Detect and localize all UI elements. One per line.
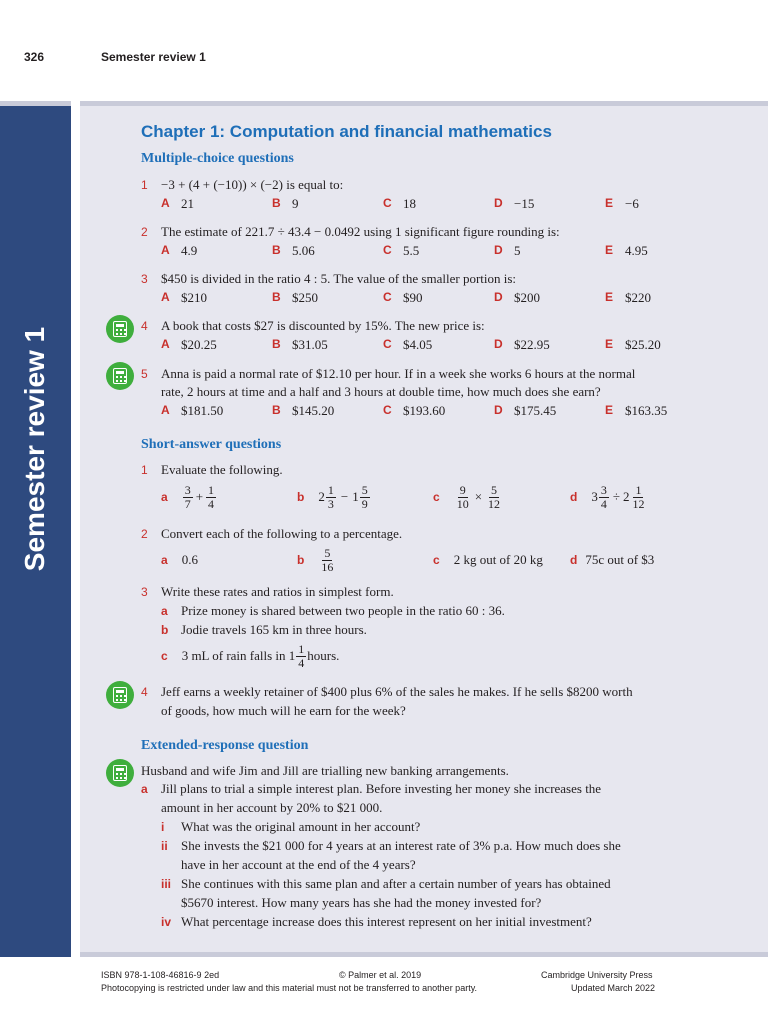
mc-q3-number: 3 xyxy=(141,272,148,286)
page-number: 326 xyxy=(24,50,45,64)
option-letter: D xyxy=(494,243,503,257)
denominator: 3 xyxy=(327,496,334,511)
option-value: 4.95 xyxy=(625,243,648,258)
option-value: 5.5 xyxy=(403,243,420,258)
sa-q2-part-b xyxy=(297,545,336,575)
option-value: 9 xyxy=(292,196,299,211)
part-label: b xyxy=(161,623,169,637)
sa-q4-text-line2: of goods, how much will he earn for the week? xyxy=(161,703,406,718)
numerator: 9 xyxy=(459,482,466,497)
part-text: 0.6 xyxy=(181,552,198,567)
option-letter: D xyxy=(494,403,503,417)
operator: × xyxy=(474,489,483,504)
side-tab-rule xyxy=(0,101,71,106)
option-letter: B xyxy=(272,243,281,257)
option-letter: C xyxy=(383,403,392,417)
option-letter: E xyxy=(605,196,614,210)
sa-q1-text: Evaluate the following. xyxy=(161,462,283,477)
numerator: 1 xyxy=(208,482,215,497)
part-label: d xyxy=(570,490,578,504)
option-letter: A xyxy=(161,337,170,351)
er-part-iv-text: What percentage increase does this interest represent on her initial investment? xyxy=(181,914,592,929)
operator: ÷ xyxy=(612,489,620,504)
sa-q1-part-b xyxy=(297,482,371,512)
sa-q2-part-c xyxy=(433,545,543,575)
calculator-icon xyxy=(106,315,134,343)
option-value: $181.50 xyxy=(181,403,224,418)
denominator: 12 xyxy=(488,496,501,511)
option-value: $20.25 xyxy=(181,337,217,352)
part-label: a xyxy=(141,782,148,796)
mc-q3-options xyxy=(161,290,661,306)
calculator-icon xyxy=(106,362,134,390)
numerator: 1 xyxy=(327,482,334,497)
option-letter: A xyxy=(161,290,170,304)
part-text: 75c out of $3 xyxy=(585,552,655,567)
option-letter: A xyxy=(161,243,170,257)
option-letter: C xyxy=(383,290,392,304)
er-part-a-line1: Jill plans to trial a simple interest plan. Before investing her money she increases the xyxy=(161,781,602,796)
subpart-label: i xyxy=(161,820,165,834)
mc-heading: Multiple-choice questions xyxy=(141,151,294,166)
denominator: 10 xyxy=(456,496,469,511)
option-value: $31.05 xyxy=(292,337,328,352)
mc-q2-options xyxy=(161,243,661,259)
part-label: a xyxy=(161,553,168,567)
sa-q3-part-c xyxy=(161,641,339,671)
option-value: $193.60 xyxy=(403,403,446,418)
option-value: −15 xyxy=(514,196,535,211)
subpart-label: iv xyxy=(161,915,172,929)
mc-q2-text: The estimate of 221.7 ÷ 43.4 − 0.0492 using 1 significant figure rounding is: xyxy=(161,224,560,239)
sa-heading: Short-answer questions xyxy=(141,437,282,452)
footer-copyright: © Palmer et al. 2019 xyxy=(339,970,422,980)
whole-number: 1 xyxy=(352,489,359,504)
option-value: $22.95 xyxy=(514,337,550,352)
option-letter: C xyxy=(383,243,392,257)
option-letter: A xyxy=(161,196,170,210)
option-letter: A xyxy=(161,403,170,417)
panel-bottom-rule xyxy=(80,952,768,957)
part-text: hours. xyxy=(307,648,340,663)
option-value: $90 xyxy=(403,290,423,305)
footer-notice: Photocopying is restricted under law and this material must not be transferred to another party. xyxy=(101,983,478,993)
subpart-label: iii xyxy=(161,877,172,891)
er-part-iii-line2: $5670 interest. How many years has she had the money invested for? xyxy=(181,895,542,910)
sa-q2-part-a xyxy=(161,545,198,575)
option-value: $25.20 xyxy=(625,337,661,352)
part-text: 3 mL of rain falls in 1 xyxy=(181,648,296,663)
panel-top-rule xyxy=(80,101,768,106)
part-label: a xyxy=(161,490,168,504)
footer-publisher: Cambridge University Press xyxy=(541,970,653,980)
sa-q1-part-a xyxy=(161,482,217,512)
option-letter: E xyxy=(605,243,614,257)
sa-q3-part-a-text: Prize money is shared between two people in the ratio 60 : 36. xyxy=(181,603,505,618)
whole-number: 2 xyxy=(318,489,325,504)
er-intro: Husband and wife Jim and Jill are trialling new banking arrangements. xyxy=(141,763,509,778)
option-value: 4.9 xyxy=(181,243,198,258)
operator: + xyxy=(195,489,204,504)
mc-q4-text: A book that costs $27 is discounted by 15%. The new price is: xyxy=(161,318,485,333)
option-value: 5 xyxy=(514,243,521,258)
er-part-a-line2: amount in her account by 20% to $21 000. xyxy=(161,800,383,815)
denominator: 7 xyxy=(184,496,191,511)
option-letter: B xyxy=(272,337,281,351)
option-letter: E xyxy=(605,290,614,304)
side-tab xyxy=(0,101,71,957)
footer-isbn: ISBN 978-1-108-46816-9 2ed xyxy=(101,970,220,980)
option-value: $210 xyxy=(181,290,207,305)
part-label: d xyxy=(570,553,578,567)
numerator: 5 xyxy=(324,545,331,560)
mc-q4-number: 4 xyxy=(141,319,148,333)
sa-q2-part-d xyxy=(570,545,654,575)
denominator: 4 xyxy=(600,496,607,511)
part-label: c xyxy=(161,649,168,663)
numerator: 3 xyxy=(184,482,191,497)
option-value: $4.05 xyxy=(403,337,433,352)
mc-q5-options xyxy=(161,403,681,419)
mc-q1-options xyxy=(161,196,661,212)
numerator: 1 xyxy=(298,641,305,656)
numerator: 1 xyxy=(635,482,642,497)
option-letter: B xyxy=(272,290,281,304)
sa-q1-part-c xyxy=(433,482,503,512)
denominator: 16 xyxy=(321,559,334,574)
option-letter: D xyxy=(494,196,503,210)
mc-q2-number: 2 xyxy=(141,225,148,239)
part-text: 2 kg out of 20 kg xyxy=(453,552,543,567)
sa-q3-text: Write these rates and ratios in simplest form. xyxy=(161,584,394,599)
subpart-label: ii xyxy=(161,839,168,853)
option-value: $163.35 xyxy=(625,403,668,418)
sa-q4-number: 4 xyxy=(141,685,148,699)
denominator: 4 xyxy=(208,496,215,511)
option-letter: C xyxy=(383,196,392,210)
option-value: 21 xyxy=(181,196,194,211)
sa-q2-text: Convert each of the following to a percentage. xyxy=(161,526,403,541)
mc-q1-text: −3 + (4 + (−10)) × (−2) is equal to: xyxy=(161,177,344,192)
sa-q3-number: 3 xyxy=(141,585,148,599)
er-heading: Extended-response question xyxy=(141,738,309,753)
part-label: b xyxy=(297,553,305,567)
option-value: $200 xyxy=(514,290,540,305)
numerator: 3 xyxy=(600,482,607,497)
mc-q1-number: 1 xyxy=(141,178,148,192)
numerator: 5 xyxy=(491,482,498,497)
sa-q1-part-d xyxy=(570,482,647,512)
denominator: 4 xyxy=(298,655,305,670)
option-letter: B xyxy=(272,403,281,417)
mc-q4-options xyxy=(161,337,661,353)
whole-number: 2 xyxy=(622,489,630,504)
part-label: a xyxy=(161,604,168,618)
option-letter: D xyxy=(494,337,503,351)
mc-q5-text-line2: rate, 2 hours at time and a half and 3 hours at double time, how much does she earn? xyxy=(161,384,601,399)
option-value: $145.20 xyxy=(292,403,335,418)
sa-q1-number: 1 xyxy=(141,463,148,477)
whole-number: 3 xyxy=(591,489,598,504)
side-tab-label: Semester review 1 xyxy=(19,326,51,572)
chapter-title: Chapter 1: Computation and financial mathematics xyxy=(141,122,552,141)
denominator: 12 xyxy=(632,496,645,511)
option-letter: B xyxy=(272,196,281,210)
numerator: 5 xyxy=(361,482,368,497)
option-letter: C xyxy=(383,337,392,351)
footer-updated: Updated March 2022 xyxy=(571,983,656,993)
sa-q4-text-line1: Jeff earns a weekly retainer of $400 plus 6% of the sales he makes. If he sells $8200 worth xyxy=(161,684,633,699)
er-part-ii-line2: have in her account at the end of the 4 years? xyxy=(181,857,416,872)
running-header: Semester review 1 xyxy=(101,50,206,64)
option-value: 18 xyxy=(403,196,416,211)
calculator-icon xyxy=(106,681,134,709)
er-part-iii-line1: She continues with this same plan and after a certain number of years has obtained xyxy=(181,876,611,891)
option-letter: E xyxy=(605,337,614,351)
calculator-icon xyxy=(106,759,134,787)
part-label: c xyxy=(433,553,440,567)
part-label: b xyxy=(297,490,305,504)
denominator: 9 xyxy=(361,496,368,511)
option-value: $175.45 xyxy=(514,403,557,418)
option-value: $220 xyxy=(625,290,651,305)
mc-q5-text-line1: Anna is paid a normal rate of $12.10 per hour. If in a week she works 6 hours at the normal xyxy=(161,366,636,381)
mc-q5-number: 5 xyxy=(141,367,148,381)
sa-q3-part-b-text: Jodie travels 165 km in three hours. xyxy=(181,622,367,637)
operator: − xyxy=(340,489,349,504)
er-part-i-text: What was the original amount in her account? xyxy=(181,819,421,834)
option-value: $250 xyxy=(292,290,318,305)
er-part-ii-line1: She invests the $21 000 for 4 years at an interest rate of 3% p.a. How much does she xyxy=(181,838,621,853)
part-label: c xyxy=(433,490,440,504)
option-letter: E xyxy=(605,403,614,417)
option-value: 5.06 xyxy=(292,243,315,258)
sa-q2-number: 2 xyxy=(141,527,148,541)
mc-q3-text: $450 is divided in the ratio 4 : 5. The value of the smaller portion is: xyxy=(161,271,517,286)
option-letter: D xyxy=(494,290,503,304)
option-value: −6 xyxy=(625,196,639,211)
